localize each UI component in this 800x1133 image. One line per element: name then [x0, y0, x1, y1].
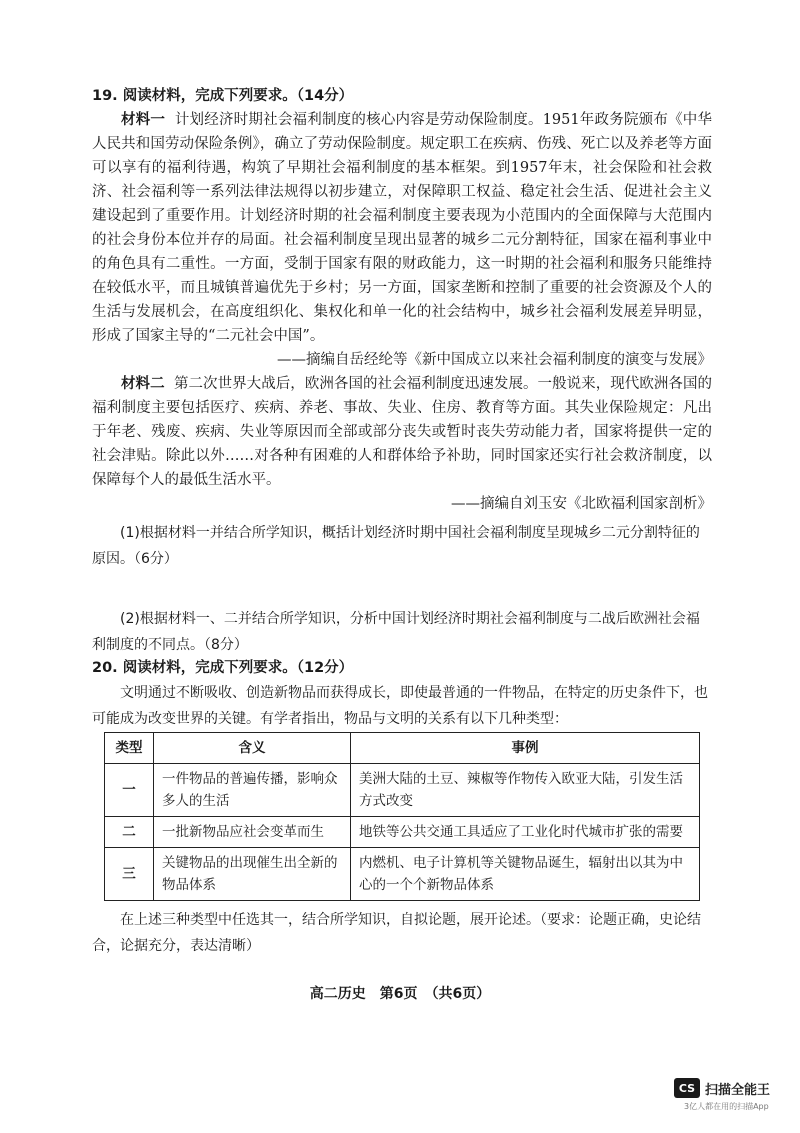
- table-cell-example: 地铁等公共交通工具适应了工业化时代城市扩张的需要: [351, 817, 700, 848]
- q20-title: 20. 阅读材料，完成下列要求。（12分）: [92, 660, 354, 676]
- q19-material-2: [92, 372, 712, 492]
- q19-material-1: [92, 108, 712, 348]
- table-header-row: [105, 733, 700, 764]
- q19-material-1-text: 计划经济时期社会福利制度的核心内容是劳动保险制度。1951年政务院颁布《中华人民共和国劳动保险条例》，确立了劳动保险制度。规定职工在疾病、伤残、死亡以及养老等方面可以享有的福利待遇，构筑了早期社会福利制度的基本框架。到1957年末，社会保险和社会救济、社会福利等一系列法律法规得以初步建立，对保障职工权益、稳定社会生活、促进社会主义建设起到了重要作用。计划经济时期的社会福利制度主要表现为小范围内的全面保障与大范围内的社会身份本位并存的局面。社会福利制度呈现出显著的城乡二元分割特征，国家在福利事业中的角色具有二重性。一方面，受制于国家有限的财政能力，这一时期的社会福利和服务只能维持在较低水平，而且城镇普遍优先于乡村；另一方面，国家垄断和控制了重要的社会资源及个人的生活与发展机会，在高度组织化、集权化和单一化的社会结构中，城乡社会福利发展差异明显，形成了国家主导的“二元社会中国”。: [92, 112, 713, 344]
- table-cell-meaning: 一件物品的普遍传播，影响众多人的生活: [154, 764, 351, 817]
- table-cell-type: 一: [105, 764, 154, 817]
- q20-intro: 文明通过不断吸收、创造新物品而获得成长，即使最普通的一件物品，在特定的历史条件下，也可能成为改变世界的关键。有学者指出，物品与文明的关系有以下几种类型：: [92, 685, 708, 727]
- camscanner-logo-icon: CS: [674, 1078, 700, 1098]
- table-row: [105, 764, 700, 817]
- q20-task: 在上述三种类型中任选其一，结合所学知识，自拟论题，展开论述。（要求：论题正确，史论结合，论据充分，表达清晰）: [92, 912, 701, 954]
- table-row: [105, 817, 700, 848]
- table-header: 类型: [105, 733, 154, 764]
- table-cell-type: 二: [105, 817, 154, 848]
- q19-title: 19. 阅读材料，完成下列要求。（14分）: [92, 88, 354, 104]
- table-cell-example: 美洲大陆的土豆、辣椒等作物传入欧亚大陆，引发生活方式改变: [351, 764, 700, 817]
- watermark-brand-name: 扫描全能王: [705, 1082, 771, 1098]
- q19-material-1-source: ——摘编自岳经纶等《新中国成立以来社会福利制度的演变与发展》: [277, 352, 712, 368]
- q19-sub-question-1: (1)根据材料一并结合所学知识，概括计划经济时期中国社会福利制度呈现城乡二元分割特征的原因。（6分）: [92, 525, 700, 567]
- table-row: [105, 848, 700, 901]
- table-header: 含义: [154, 733, 351, 764]
- table-cell-meaning: 关键物品的出现催生出全新的物品体系: [154, 848, 351, 901]
- q19-material-2-source: ——摘编自刘玉安《北欧福利国家剖析》: [451, 496, 712, 512]
- q19-material-2-text: 第二次世界大战后，欧洲各国的社会福利制度迅速发展。一般说来，现代欧洲各国的福利制度主要包括医疗、疾病、养老、事故、失业、住房、教育等方面。其失业保险规定：凡出于年老、残废、疾病、失业等原因而全部或部分丧失或暂时丧失劳动能力者，国家将提供一定的社会津贴。除此以外……对各种有困难的人和群体给予补助，同时国家还实行社会救济制度，以保障每个人的最低生活水平。: [92, 376, 713, 488]
- scanner-watermark: [674, 1078, 770, 1098]
- table-cell-meaning: 一批新物品应社会变革而生: [154, 817, 351, 848]
- page-footer: 高二历史 第6页 （共6页）: [309, 986, 491, 1002]
- q19-material-1-label: 材料一: [121, 111, 166, 128]
- question-19: [92, 84, 712, 658]
- question-20: [92, 656, 712, 959]
- q19-material-2-label: 材料二: [121, 375, 165, 392]
- object-types-table: [104, 732, 700, 901]
- table-header: 事例: [351, 733, 700, 764]
- q19-sub-question-2: (2)根据材料一、二并结合所学知识，分析中国计划经济时期社会福利制度与二战后欧洲社会福利制度的不同点。（8分）: [92, 611, 700, 653]
- table-cell-example: 内燃机、电子计算机等关键物品诞生，辐射出以其为中心的一个个新物品体系: [351, 848, 700, 901]
- table-cell-type: 三: [105, 848, 154, 901]
- watermark-tagline: 3亿人都在用的扫描App: [684, 1102, 769, 1111]
